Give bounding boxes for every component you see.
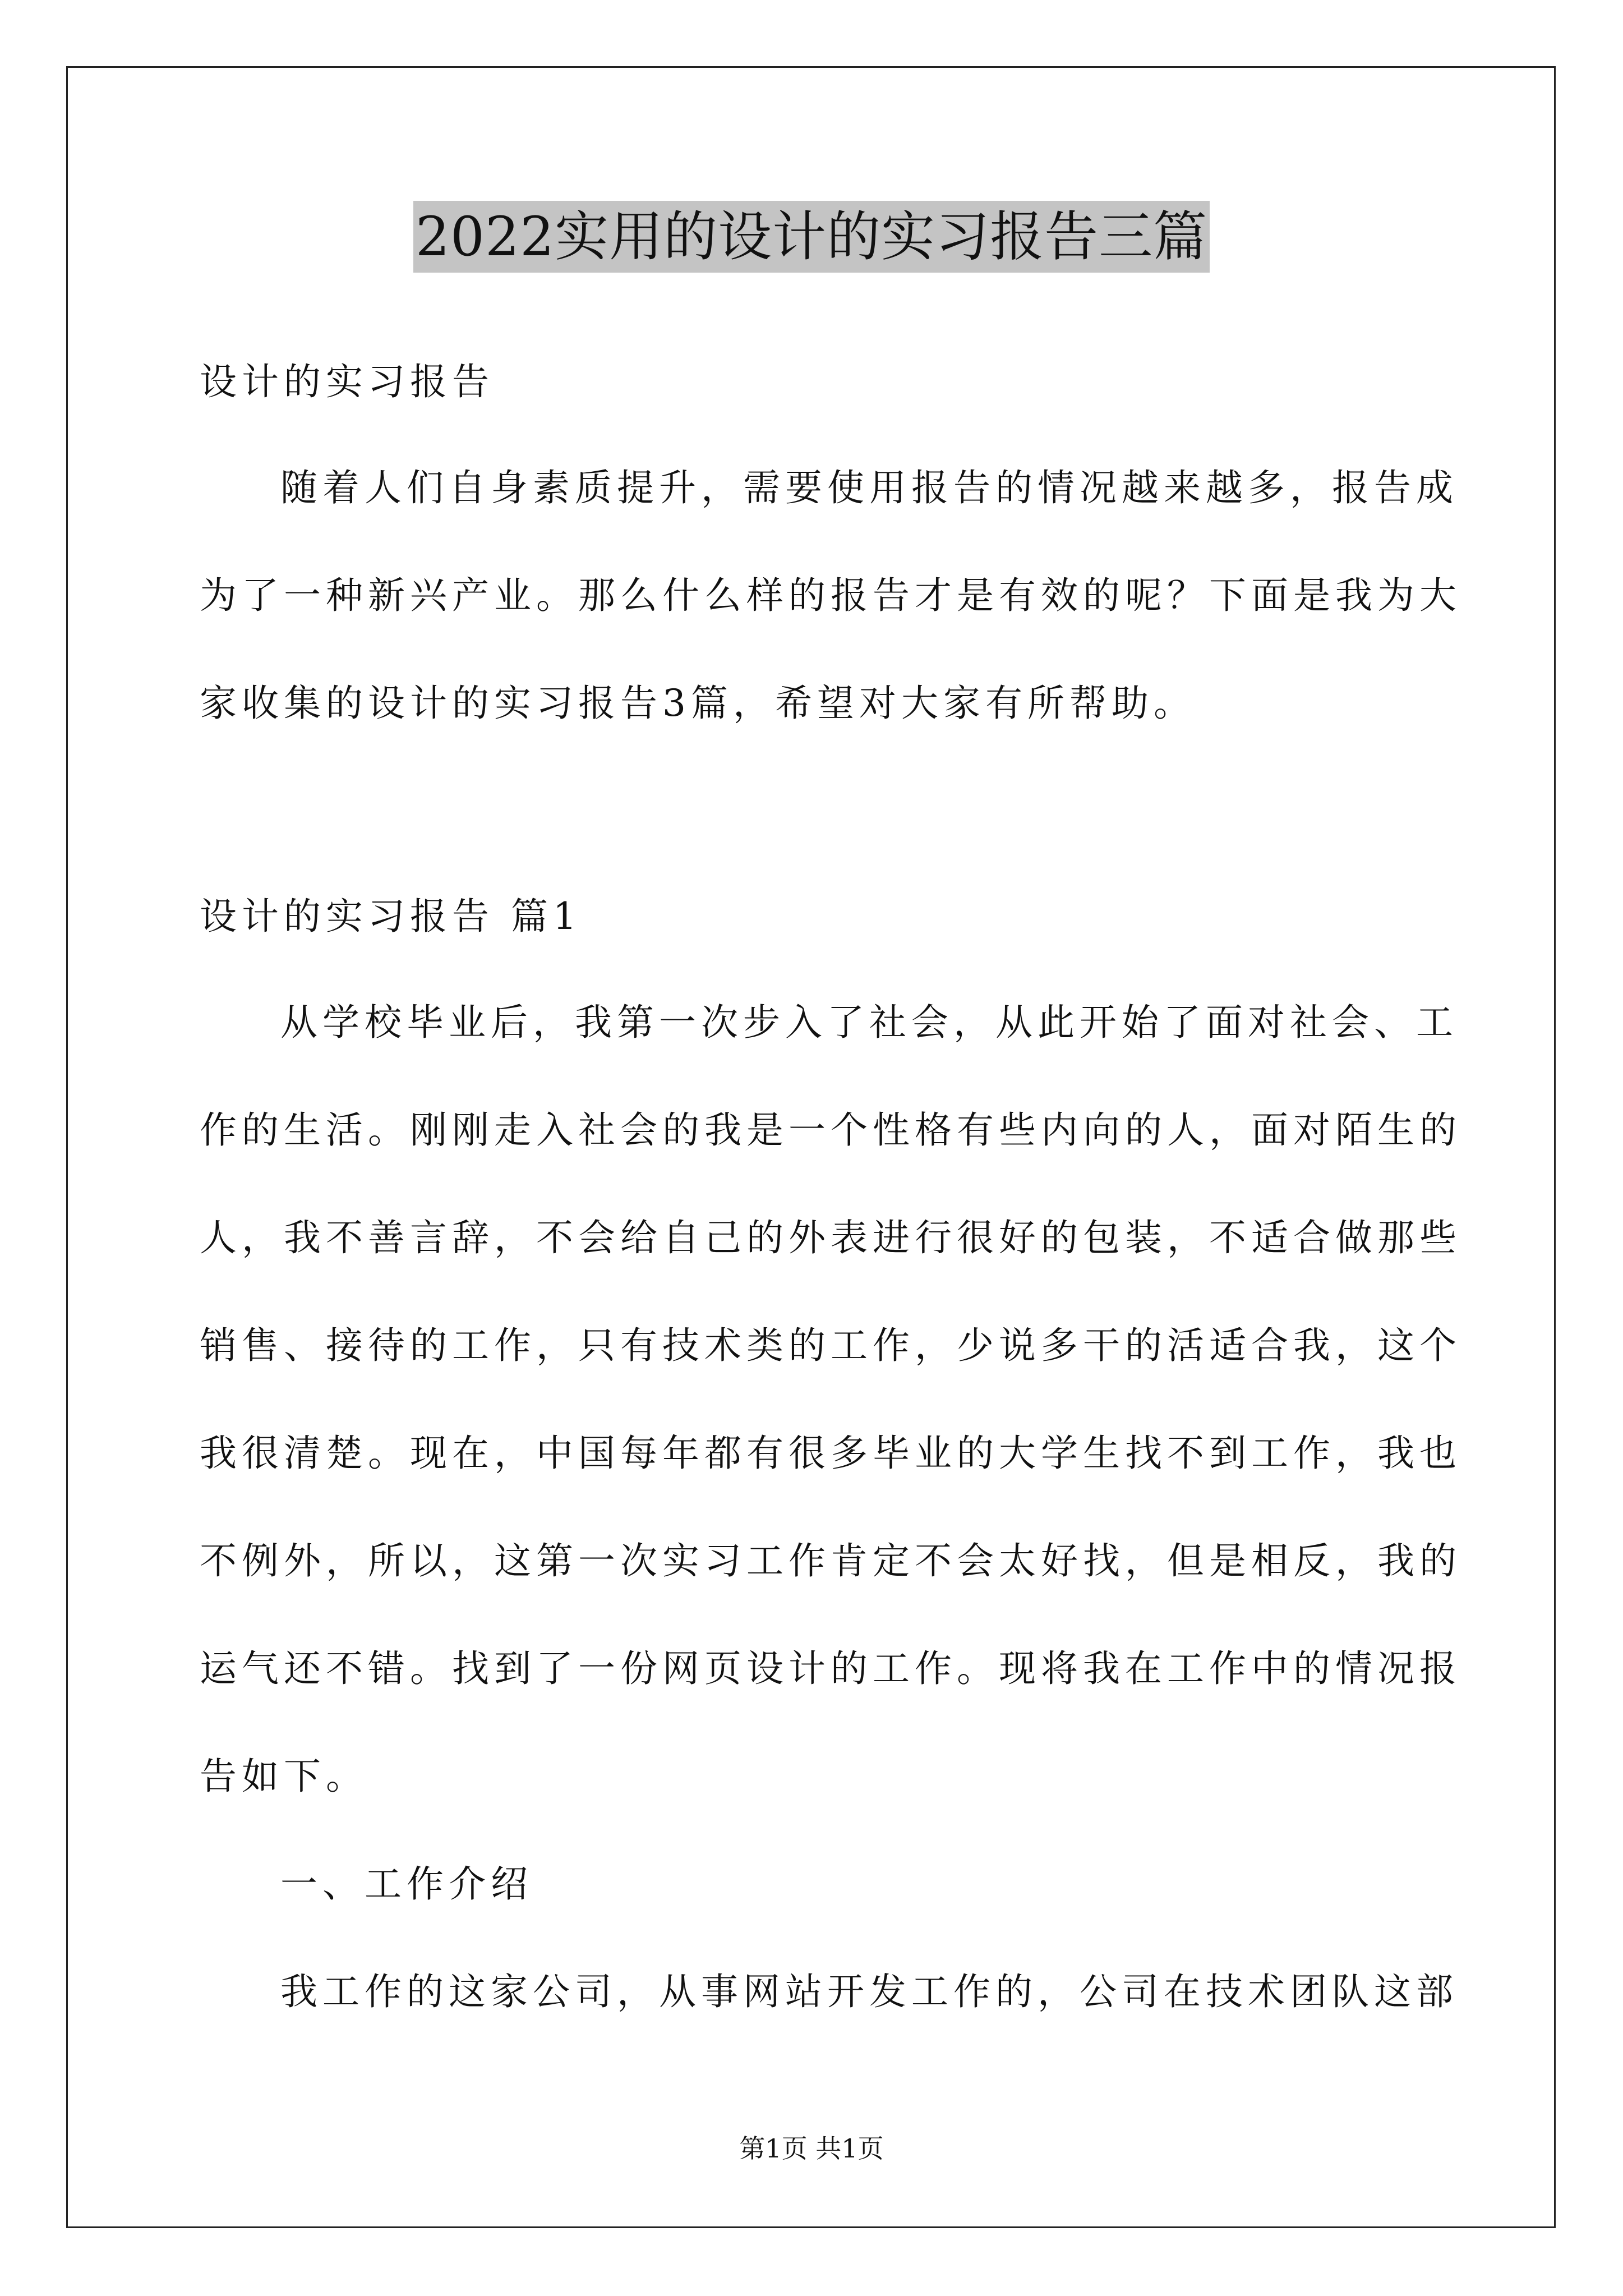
intro-paragraph-line: 为了一种新兴产业。那么什么样的报告才是有效的呢？下面是我为大 (200, 574, 1461, 617)
body-paragraph-line: 不例外，所以，这第一次实习工作肯定不会太好找，但是相反，我的 (200, 1539, 1461, 1582)
intro-paragraph-line: 家收集的设计的实习报告3篇，希望对大家有所帮助。 (200, 682, 1196, 725)
body-paragraph-line: 告如下。 (200, 1755, 368, 1798)
subsection-heading: 一、工作介绍 (280, 1862, 533, 1906)
intro-paragraph-line: 随着人们自身素质提升，需要使用报告的情况越来越多，报告成 (280, 466, 1458, 509)
body-paragraph-line: 我很清楚。现在，中国每年都有很多毕业的大学生找不到工作，我也 (200, 1432, 1461, 1475)
title-wrap (0, 201, 1623, 273)
section-heading: 设计的实习报告 (200, 360, 494, 403)
document-title: 2022实用的设计的实习报告三篇 (413, 201, 1210, 273)
page-number-footer: 第1页 共1页 (739, 2133, 884, 2164)
body-paragraph-line: 人，我不善言辞，不会给自己的外表进行很好的包装，不适合做那些 (200, 1216, 1461, 1259)
article-heading: 设计的实习报告 篇1 (200, 895, 582, 938)
body-paragraph-line: 作的生活。刚刚走入社会的我是一个性格有些内向的人，面对陌生的 (200, 1108, 1461, 1152)
body-paragraph-line: 从学校毕业后，我第一次步入了社会，从此开始了面对社会、工 (280, 1001, 1458, 1044)
body-paragraph-line: 我工作的这家公司，从事网站开发工作的，公司在技术团队这部 (280, 1970, 1458, 2013)
body-paragraph-line: 销售、接待的工作，只有技术类的工作，少说多干的活适合我，这个 (200, 1324, 1461, 1367)
body-paragraph-line: 运气还不错。找到了一份网页设计的工作。现将我在工作中的情况报 (200, 1647, 1461, 1690)
